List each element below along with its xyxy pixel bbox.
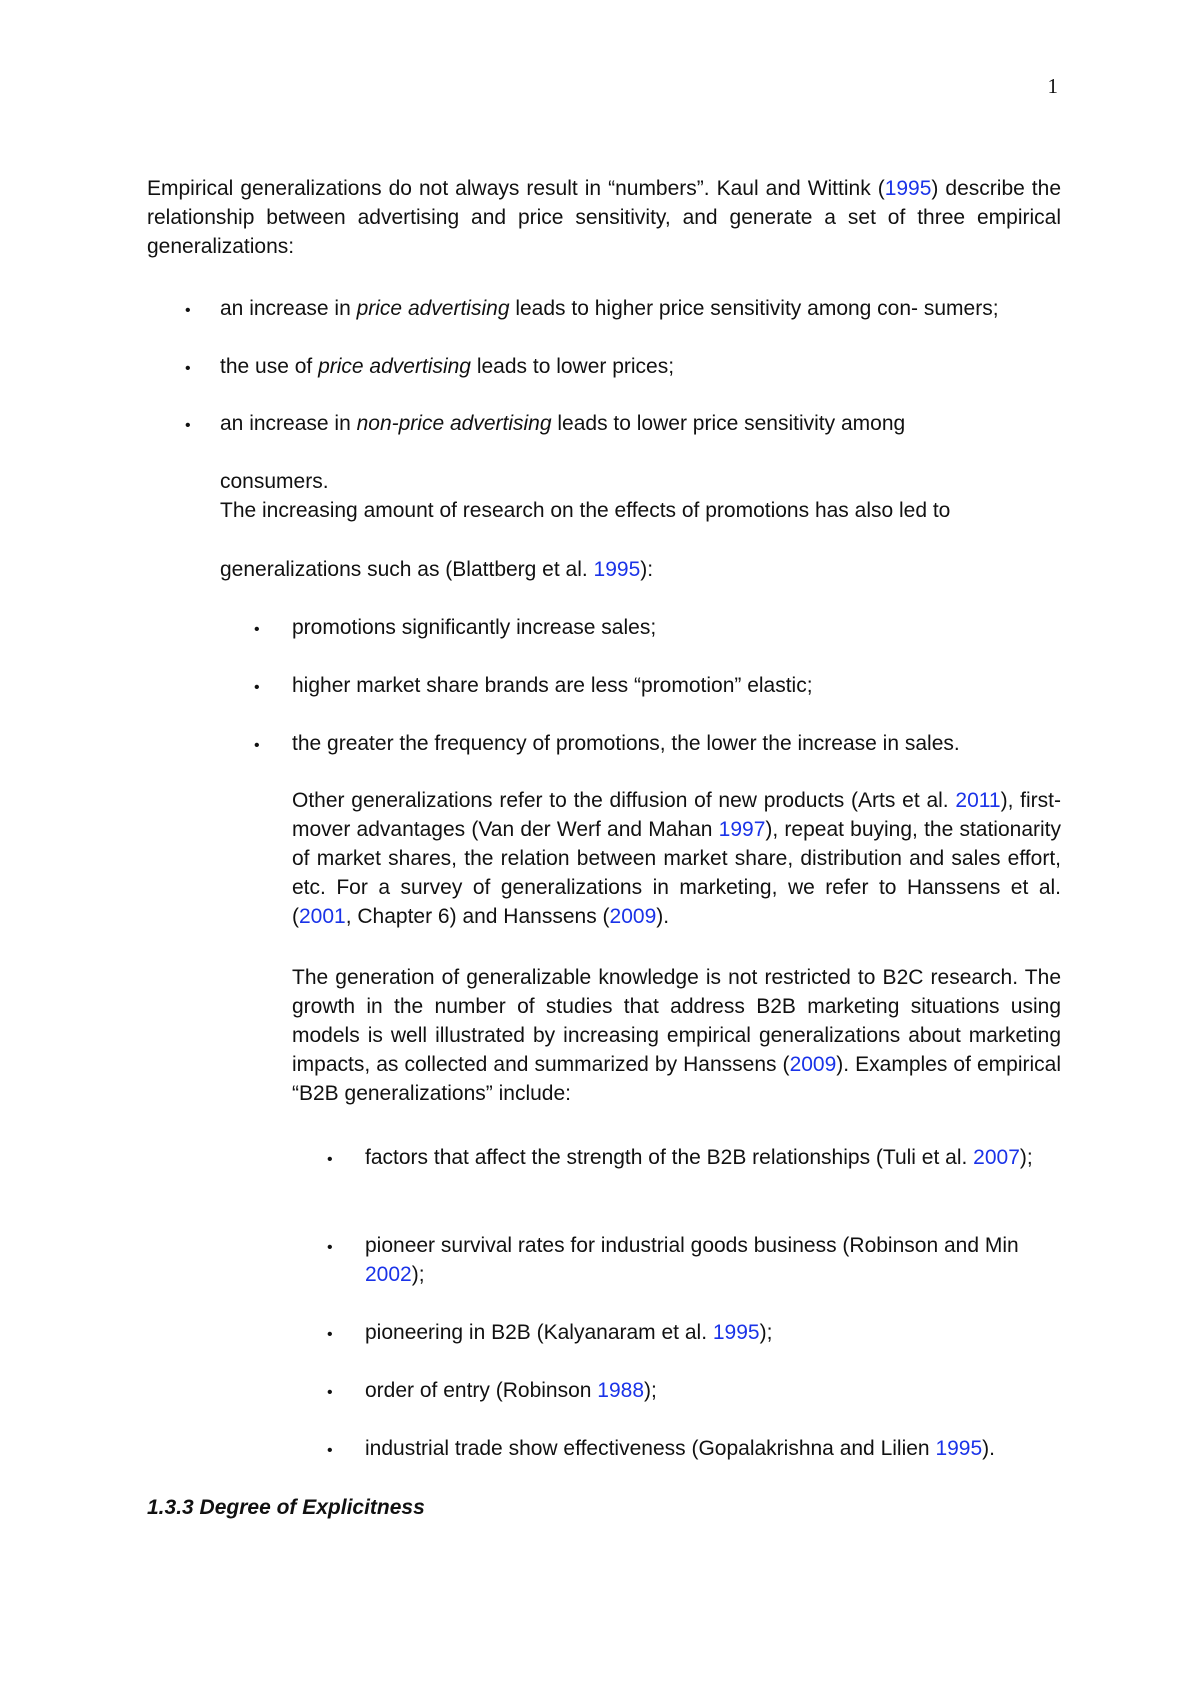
list-item: industrial trade show effectiveness (Gopalakrishna and Lilien 1995). — [365, 1437, 995, 1460]
citation-link[interactable]: 2002 — [365, 1263, 412, 1286]
bullet-icon: • — [185, 417, 191, 434]
intro-text-a: Empirical generalizations do not always result in “numbers”. Kaul and Wittink ( — [147, 177, 885, 200]
other-generalizations-paragraph: Other generalizations refer to the diffusion of new products (Arts et al. 2011), first- mover advantages (Van der Werf and Mahan 1997), repeat buying, the stationarity of market shares, the relation between market share, distribution and sales effort, etc. For a survey of generalizations in marketing, we refer to Hanssens et al. (2001, Chapter 6) and Hanssens (2009). — [292, 789, 1062, 928]
list-item: the use of price advertising leads to lower prices; — [220, 355, 675, 378]
citation-link[interactable]: 1995 — [593, 558, 641, 581]
citation-link[interactable]: 2011 — [955, 789, 1001, 812]
citation-link[interactable]: 1997 — [718, 818, 766, 841]
intro-text-b: ) describe the relationship between advertising and price sensitivity, and generate a set of three empirical generalizations: — [147, 177, 1061, 258]
promo-intro-line-1: The increasing amount of research on the effects of promotions has also led to — [220, 499, 951, 522]
citation-link[interactable]: 1995 — [884, 177, 932, 200]
bullet-icon: • — [327, 1151, 333, 1168]
list-item: pioneer survival rates for industrial goods business (Robinson and Min 2002); — [365, 1234, 1019, 1286]
list-item: promotions significantly increase sales; — [292, 616, 657, 639]
list-item: factors that affect the strength of the B2B relationships (Tuli et al. 2007); — [365, 1146, 1033, 1169]
citation-link[interactable]: 2009 — [789, 1053, 837, 1076]
bullet-icon: • — [185, 302, 191, 319]
bullet-icon: • — [327, 1326, 333, 1343]
bullet-icon: • — [254, 621, 260, 638]
citation-link[interactable]: 2001 — [299, 905, 346, 928]
bullet-icon: • — [327, 1384, 333, 1401]
list-item-continuation: consumers. — [220, 470, 329, 493]
list-item: order of entry (Robinson 1988); — [365, 1379, 657, 1402]
intro-paragraph — [147, 174, 1061, 261]
bullet-icon: • — [254, 679, 260, 696]
bullet-icon: • — [327, 1239, 333, 1256]
b2b-paragraph: The generation of generalizable knowledge is not restricted to B2C research. The growth in the number of studies that address B2B marketing situations using models is well illustrated by increasing empirical generalizations about marketing impacts, as collected and summarized by Hanssens (2009). Examples of empirical “B2B generalizations” include: — [292, 966, 1061, 1105]
list-item: an increase in non-price advertising leads to lower price sensitivity among — [220, 412, 906, 435]
bullet-icon: • — [254, 737, 260, 754]
citation-link[interactable]: 1995 — [712, 1321, 760, 1344]
promo-intro-line-2: generalizations such as (Blattberg et al. 1995): — [220, 558, 654, 581]
citation-link[interactable]: 2009 — [609, 905, 657, 928]
bullet-icon: • — [327, 1442, 333, 1459]
section-heading: 1.3.3 Degree of Explicitness — [147, 1496, 425, 1519]
list-item: an increase in price advertising leads to higher price sensitivity among con- sumers; — [220, 297, 999, 320]
page-number: 1 — [1047, 74, 1058, 98]
citation-link[interactable]: 1988 — [597, 1379, 645, 1402]
citation-link[interactable]: 2007 — [973, 1146, 1020, 1169]
list-item: pioneering in B2B (Kalyanaram et al. 1995); — [365, 1321, 773, 1344]
bullet-icon: • — [185, 360, 191, 377]
citation-link[interactable]: 1995 — [935, 1437, 983, 1460]
list-item: higher market share brands are less “promotion” elastic; — [292, 674, 813, 697]
list-item: the greater the frequency of promotions, the lower the increase in sales. — [292, 732, 960, 755]
